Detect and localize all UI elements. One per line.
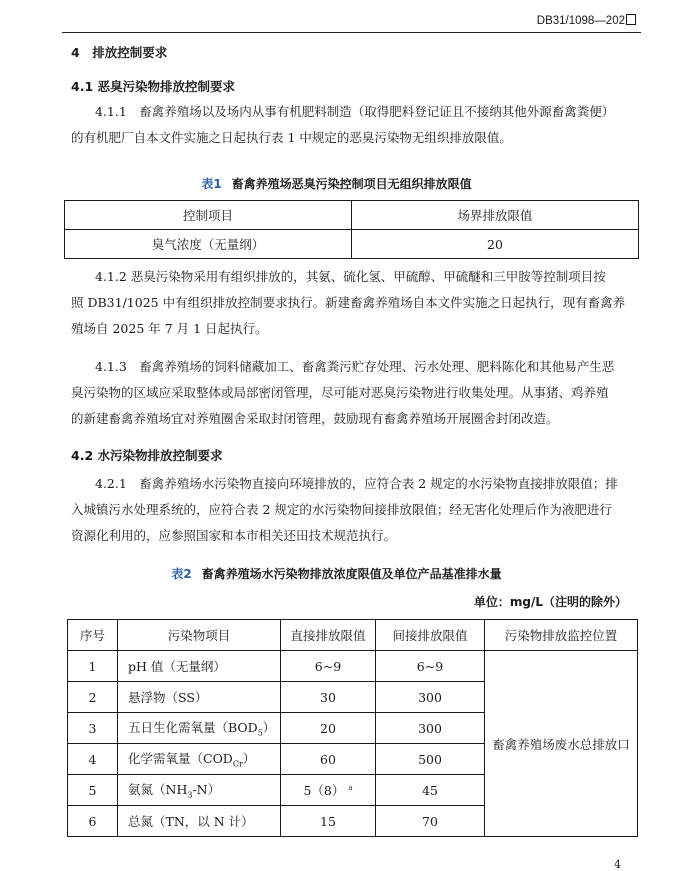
paragraph-4-1-3: 4.1.3 畜禽养殖场的饲料储藏加工、畜禽粪污贮存处理、污水处理、肥料陈化和其他易产生恶 臭污染物的区域应采取整体或局部密闭管理，尽可能对恶臭污染物进行收集处理。从事猪、鸡养殖 的新建畜禽养殖场宜对养殖圈舍采取封闭管理，鼓励现有畜禽养殖场开展圈舍封闭改造。 bbox=[71, 359, 615, 426]
table-2-caption: 表2 畜禽养殖场水污染物排放浓度限值及单位产品基准排水量 bbox=[171, 567, 502, 581]
indirect-limit: 300 bbox=[376, 713, 485, 744]
pollutant-item: 氨氮$(NH_3-N)$ bbox=[118, 775, 281, 806]
row-number: 2 bbox=[68, 682, 118, 713]
table-1 bbox=[64, 200, 639, 259]
table-2 bbox=[67, 619, 638, 837]
row-number: 1 bbox=[68, 651, 118, 682]
row-number: 5 bbox=[68, 775, 118, 806]
table-2-header: 序号 bbox=[68, 620, 118, 651]
table-1-cell: 臭气浓度（无量纲） bbox=[65, 230, 352, 259]
indirect-limit: 300 bbox=[376, 682, 485, 713]
pollutant-item: pH 值（无量纲） bbox=[118, 651, 281, 682]
direct-limit: 15 bbox=[281, 806, 376, 837]
paragraph-4-1-2: 4.1.2 恶臭污染物采用有组织排放的，其氨、硫化氢、甲硫醇、甲硫醚和三甲胺等控制项目按 照 DB31/1025 中有组织排放控制要求执行。新建畜禽养殖场自本文件实施之日起执行，现有畜禽养 殖场自 2025 年 7 月 1 日起执行。 bbox=[71, 269, 626, 336]
table-2-header: 间接排放限值 bbox=[376, 620, 485, 651]
section-4-2-title: 4.2 水污染物排放控制要求 bbox=[71, 448, 223, 463]
direct-limit: 30 bbox=[281, 682, 376, 713]
row-number: 4 bbox=[68, 744, 118, 775]
table-1-header: 控制项目 bbox=[65, 201, 352, 230]
page-number: 4 bbox=[614, 858, 621, 871]
indirect-limit: 500 bbox=[376, 744, 485, 775]
table-2-header: 污染物项目 bbox=[118, 620, 281, 651]
indirect-limit: 70 bbox=[376, 806, 485, 837]
table-2-header-row bbox=[68, 620, 638, 651]
table-1-header: 场界排放限值 bbox=[352, 201, 639, 230]
indirect-limit: 6~9 bbox=[376, 651, 485, 682]
direct-limit: 6~9 bbox=[281, 651, 376, 682]
pollutant-item: 总氮（TN，以 N 计） bbox=[118, 806, 281, 837]
pollutant-item: 五日生化需氧量$(BOD_5)$ bbox=[118, 713, 281, 744]
table-2-header: 直接排放限值 bbox=[281, 620, 376, 651]
row-number: 6 bbox=[68, 806, 118, 837]
standard-code: DB31/1098—202 bbox=[537, 14, 636, 27]
table-row bbox=[68, 651, 638, 682]
paragraph-4-1-1: 4.1.1 畜禽养殖场以及场内从事有机肥料制造（取得肥料登记证且不接纳其他外源畜禽粪便） 的有机肥厂自本文件实施之日起执行表 1 中规定的恶臭污染物无组织排放限值。 bbox=[71, 104, 615, 145]
footnote-marker: a bbox=[348, 783, 353, 792]
pollutant-item: 悬浮物（SS） bbox=[118, 682, 281, 713]
pollutant-item: 化学需氧量$(COD_{Cr})$ bbox=[118, 744, 281, 775]
monitor-location: 畜禽养殖场废水总排放口 bbox=[485, 651, 638, 837]
indirect-limit: 45 bbox=[376, 775, 485, 806]
table-2-unit: 单位：mg/L（注明的除外） bbox=[473, 595, 627, 609]
direct-limit: 60 bbox=[281, 744, 376, 775]
table-1-cell: 20 bbox=[352, 230, 639, 259]
placeholder-box-icon bbox=[626, 14, 636, 25]
row-number: 3 bbox=[68, 713, 118, 744]
table-2-header: 污染物排放监控位置 bbox=[485, 620, 638, 651]
table-1-header-row bbox=[65, 201, 639, 230]
table-1-caption: 表1 畜禽养殖场恶臭污染控制项目无组织排放限值 bbox=[201, 177, 472, 191]
direct-limit: 5（8） $^a$ bbox=[281, 775, 376, 806]
direct-limit: 20 bbox=[281, 713, 376, 744]
section-4-1-title: 4.1 恶臭污染物排放控制要求 bbox=[71, 79, 235, 94]
header-rule bbox=[62, 32, 641, 33]
paragraph-4-2-1: 4.2.1 畜禽养殖场水污染物直接向环境排放的，应符合表 2 规定的水污染物直接排放限值；排 入城镇污水处理系统的，应符合表 2 规定的水污染物间接排放限值；经无害化处理后作为液肥进行 资源化利用的，应参照国家和本市相关还田技术规范执行。 bbox=[71, 476, 618, 543]
table-row bbox=[65, 230, 639, 259]
section-4-title: 4 排放控制要求 bbox=[71, 45, 168, 60]
